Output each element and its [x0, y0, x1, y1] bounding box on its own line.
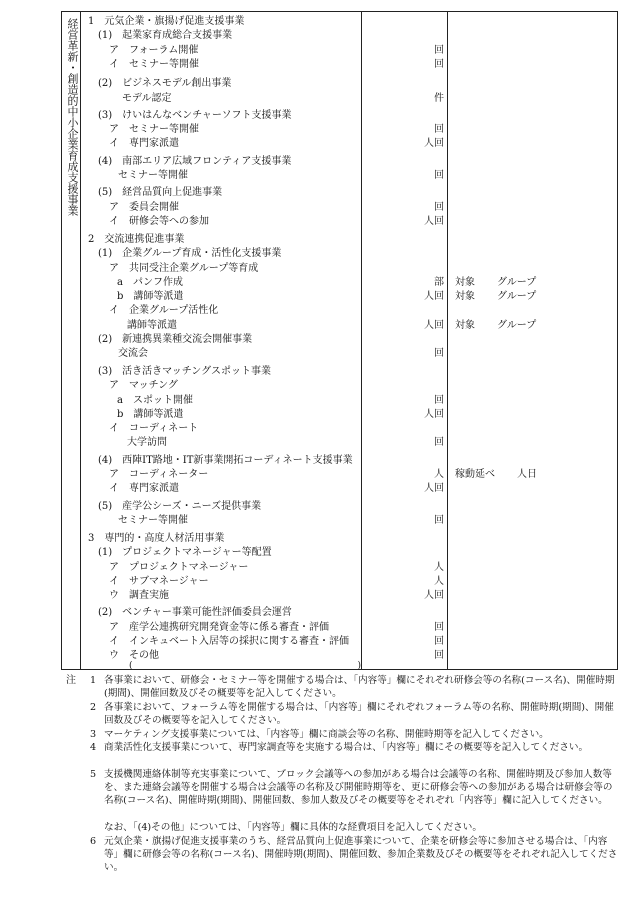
table-row: b 講師等派遣	[117, 291, 184, 302]
note-item	[90, 674, 618, 700]
unit-cell: 回	[434, 124, 444, 135]
note-item	[90, 701, 618, 727]
table-row: モデル認定	[122, 93, 172, 104]
table-row: イ 研修会等への参加	[109, 216, 209, 227]
unit-cell: 回	[434, 437, 444, 448]
unit-cell: 回	[434, 45, 444, 56]
content-cell: 対象	[455, 291, 475, 302]
table-row: イ 専門家派遣	[109, 138, 179, 149]
table-row: イ 専門家派遣	[109, 483, 179, 494]
unit-cell: 件	[434, 93, 444, 104]
content-cell: グループ	[497, 291, 537, 302]
content-cell: グループ	[497, 320, 537, 331]
note-text: 商業活性化支援事業について、専門家調査等を実施する場合は、「内容等」欄にその概要等を記入してください。	[104, 742, 589, 753]
table-row: イ セミナー等開催	[109, 59, 199, 70]
table-row: (1) 企業グループ育成・活性化支援事業	[98, 248, 282, 259]
table-row: ( )	[129, 661, 362, 671]
unit-cell: 部	[434, 277, 444, 288]
unit-cell: 人	[434, 576, 444, 587]
note-number: 4	[90, 742, 97, 753]
table-row: 1 元気企業・旗揚げ促進支援事業	[88, 16, 245, 27]
table-row: イ コーディネート	[109, 423, 199, 434]
table-row: a パンフ作成	[117, 277, 183, 288]
table-row: ア 共同受注企業グループ等育成	[109, 263, 259, 274]
table-divider-3	[447, 11, 448, 670]
note-item	[90, 768, 618, 807]
table-row: (1) 起業家育成総合支援事業	[98, 30, 233, 41]
table-row: (2) 新連携異業種交流会開催事業	[98, 334, 253, 345]
note-text: 各事業において、フォーラム等を開催する場合は、「内容等」欄にそれぞれフォーラム等の名称、開催時期(期間)、開催回数及びその概要等を記入してください。	[104, 702, 614, 726]
table-row: 講師等派遣	[127, 320, 177, 331]
content-cell: グループ	[497, 277, 537, 288]
table-row: ア プロジェクトマネージャー	[109, 562, 249, 573]
note-item	[90, 821, 618, 834]
unit-cell: 回	[434, 636, 444, 647]
table-row: (2) ビジネスモデル創出事業	[98, 78, 232, 89]
table-row: a スポット開催	[117, 395, 193, 406]
table-row: セミナー等開催	[118, 170, 188, 181]
unit-cell: 人回	[424, 590, 444, 601]
table-row: b 講師等派遣	[117, 409, 184, 420]
table-row: イ 企業グループ活性化	[109, 305, 219, 316]
table-row: ア フォーラム開催	[109, 45, 199, 56]
note-number: 1	[90, 675, 97, 686]
note-number: 5	[90, 769, 97, 780]
table-row: (4) 西陣IT路地・IT新事業開拓コーディネート支援事業	[98, 455, 353, 466]
note-text: なお、「(4)その他」については、「内容等」欄に具体的な経費項目を記入してください。	[104, 822, 482, 833]
table-row: (3) 活き活きマッチングスポット事業	[98, 366, 271, 377]
unit-cell: 人回	[424, 138, 444, 149]
unit-cell: 回	[434, 202, 444, 213]
note-number: 6	[90, 836, 97, 847]
content-cell: 対象	[455, 320, 475, 331]
table-row: (5) 経営品質向上促進事業	[98, 187, 223, 198]
unit-cell: 人回	[424, 291, 444, 302]
unit-cell: 人回	[424, 409, 444, 420]
table-row: ウ その他	[109, 650, 159, 661]
table-row: 交流会	[118, 348, 148, 359]
table-row: イ インキュベート入居等の採択に関する審査・評価	[109, 636, 349, 647]
unit-cell: 回	[434, 650, 444, 661]
note-text: 元気企業・旗揚げ促進支援事業のうち、経営品質向上促進事業について、企業を研修会等に参加させる場合は、「内容等」欄に研修会等の名称(コース名)、開催時期(期間)、開催回数、参加企業数及びその概要等をそれぞれ記入してください。	[104, 836, 618, 873]
unit-cell: 人回	[424, 320, 444, 331]
table-row: 2 交流連携促進事業	[88, 234, 185, 245]
unit-cell: 回	[434, 348, 444, 359]
note-text: 各事業において、研修会・セミナー等を開催する場合は、「内容等」欄にそれぞれ研修会等の名称(コース名)、開催時期(期間)、開催回数及びその概要等を記入してください。	[104, 675, 615, 699]
table-row: (1) プロジェクトマネージャー等配置	[98, 547, 272, 558]
unit-cell: 人	[434, 469, 444, 480]
table-row: (2) ベンチャー事業可能性評価委員会運営	[98, 607, 292, 618]
note-number: 2	[90, 702, 97, 713]
unit-cell: 回	[434, 170, 444, 181]
table-row: (4) 南部エリア広域フロンティア支援事業	[98, 156, 292, 167]
unit-cell: 人回	[424, 216, 444, 227]
unit-cell: 回	[434, 515, 444, 526]
note-number: 3	[90, 729, 97, 740]
note-text: マーケティング支援事業については、「内容等」欄に商談会等の名称、開催時期等を記入してください。	[104, 729, 549, 740]
note-item	[90, 835, 618, 874]
unit-cell: 人	[434, 562, 444, 573]
table-row: ウ 調査実施	[109, 590, 169, 601]
table-row: ア セミナー等開催	[109, 124, 199, 135]
table-row: ア 産学公連携研究開発資金等に係る審査・評価	[109, 622, 329, 633]
note-text: 支援機関連絡体制等充実事業について、ブロック会議等への参加がある場合は会議等の名称、開催時期及び参加人数等を、また連絡会議等を開催する場合は会議等の名称及び開催時期等を、更に研修会等への参加がある場合は研修会等の名称(コース名)、開催時期(期間)、開催回数、参加人数及びその概要等をそれぞれ「内容等」欄に記入してください。	[104, 769, 613, 806]
note-item	[90, 728, 618, 741]
table-row: 3 専門的・高度人材活用事業	[88, 533, 225, 544]
table-row: セミナー等開催	[118, 515, 188, 526]
content-cell: 対象	[455, 277, 475, 288]
unit-cell: 回	[434, 395, 444, 406]
table-row: イ サブマネージャー	[109, 576, 209, 587]
notes-heading: 注	[66, 675, 76, 686]
category-label: 経営革新・創造的中小企業育成支援事業	[66, 18, 79, 216]
table-row: (3) けいはんなベンチャーソフト支援事業	[98, 110, 292, 121]
table-row: 大学訪問	[127, 437, 167, 448]
unit-cell: 人回	[424, 483, 444, 494]
note-item	[90, 741, 618, 754]
table-row: ア 委員会開催	[109, 202, 179, 213]
unit-cell: 回	[434, 59, 444, 70]
content-cell: 人日	[517, 469, 537, 480]
unit-cell: 回	[434, 622, 444, 633]
table-divider-1	[80, 11, 81, 670]
table-row: ア コーディネーター	[109, 469, 209, 480]
table-row: ア マッチング	[109, 380, 178, 391]
table-row: (5) 産学公シーズ・ニーズ提供事業	[98, 501, 262, 512]
content-cell: 稼動延べ	[455, 469, 495, 480]
